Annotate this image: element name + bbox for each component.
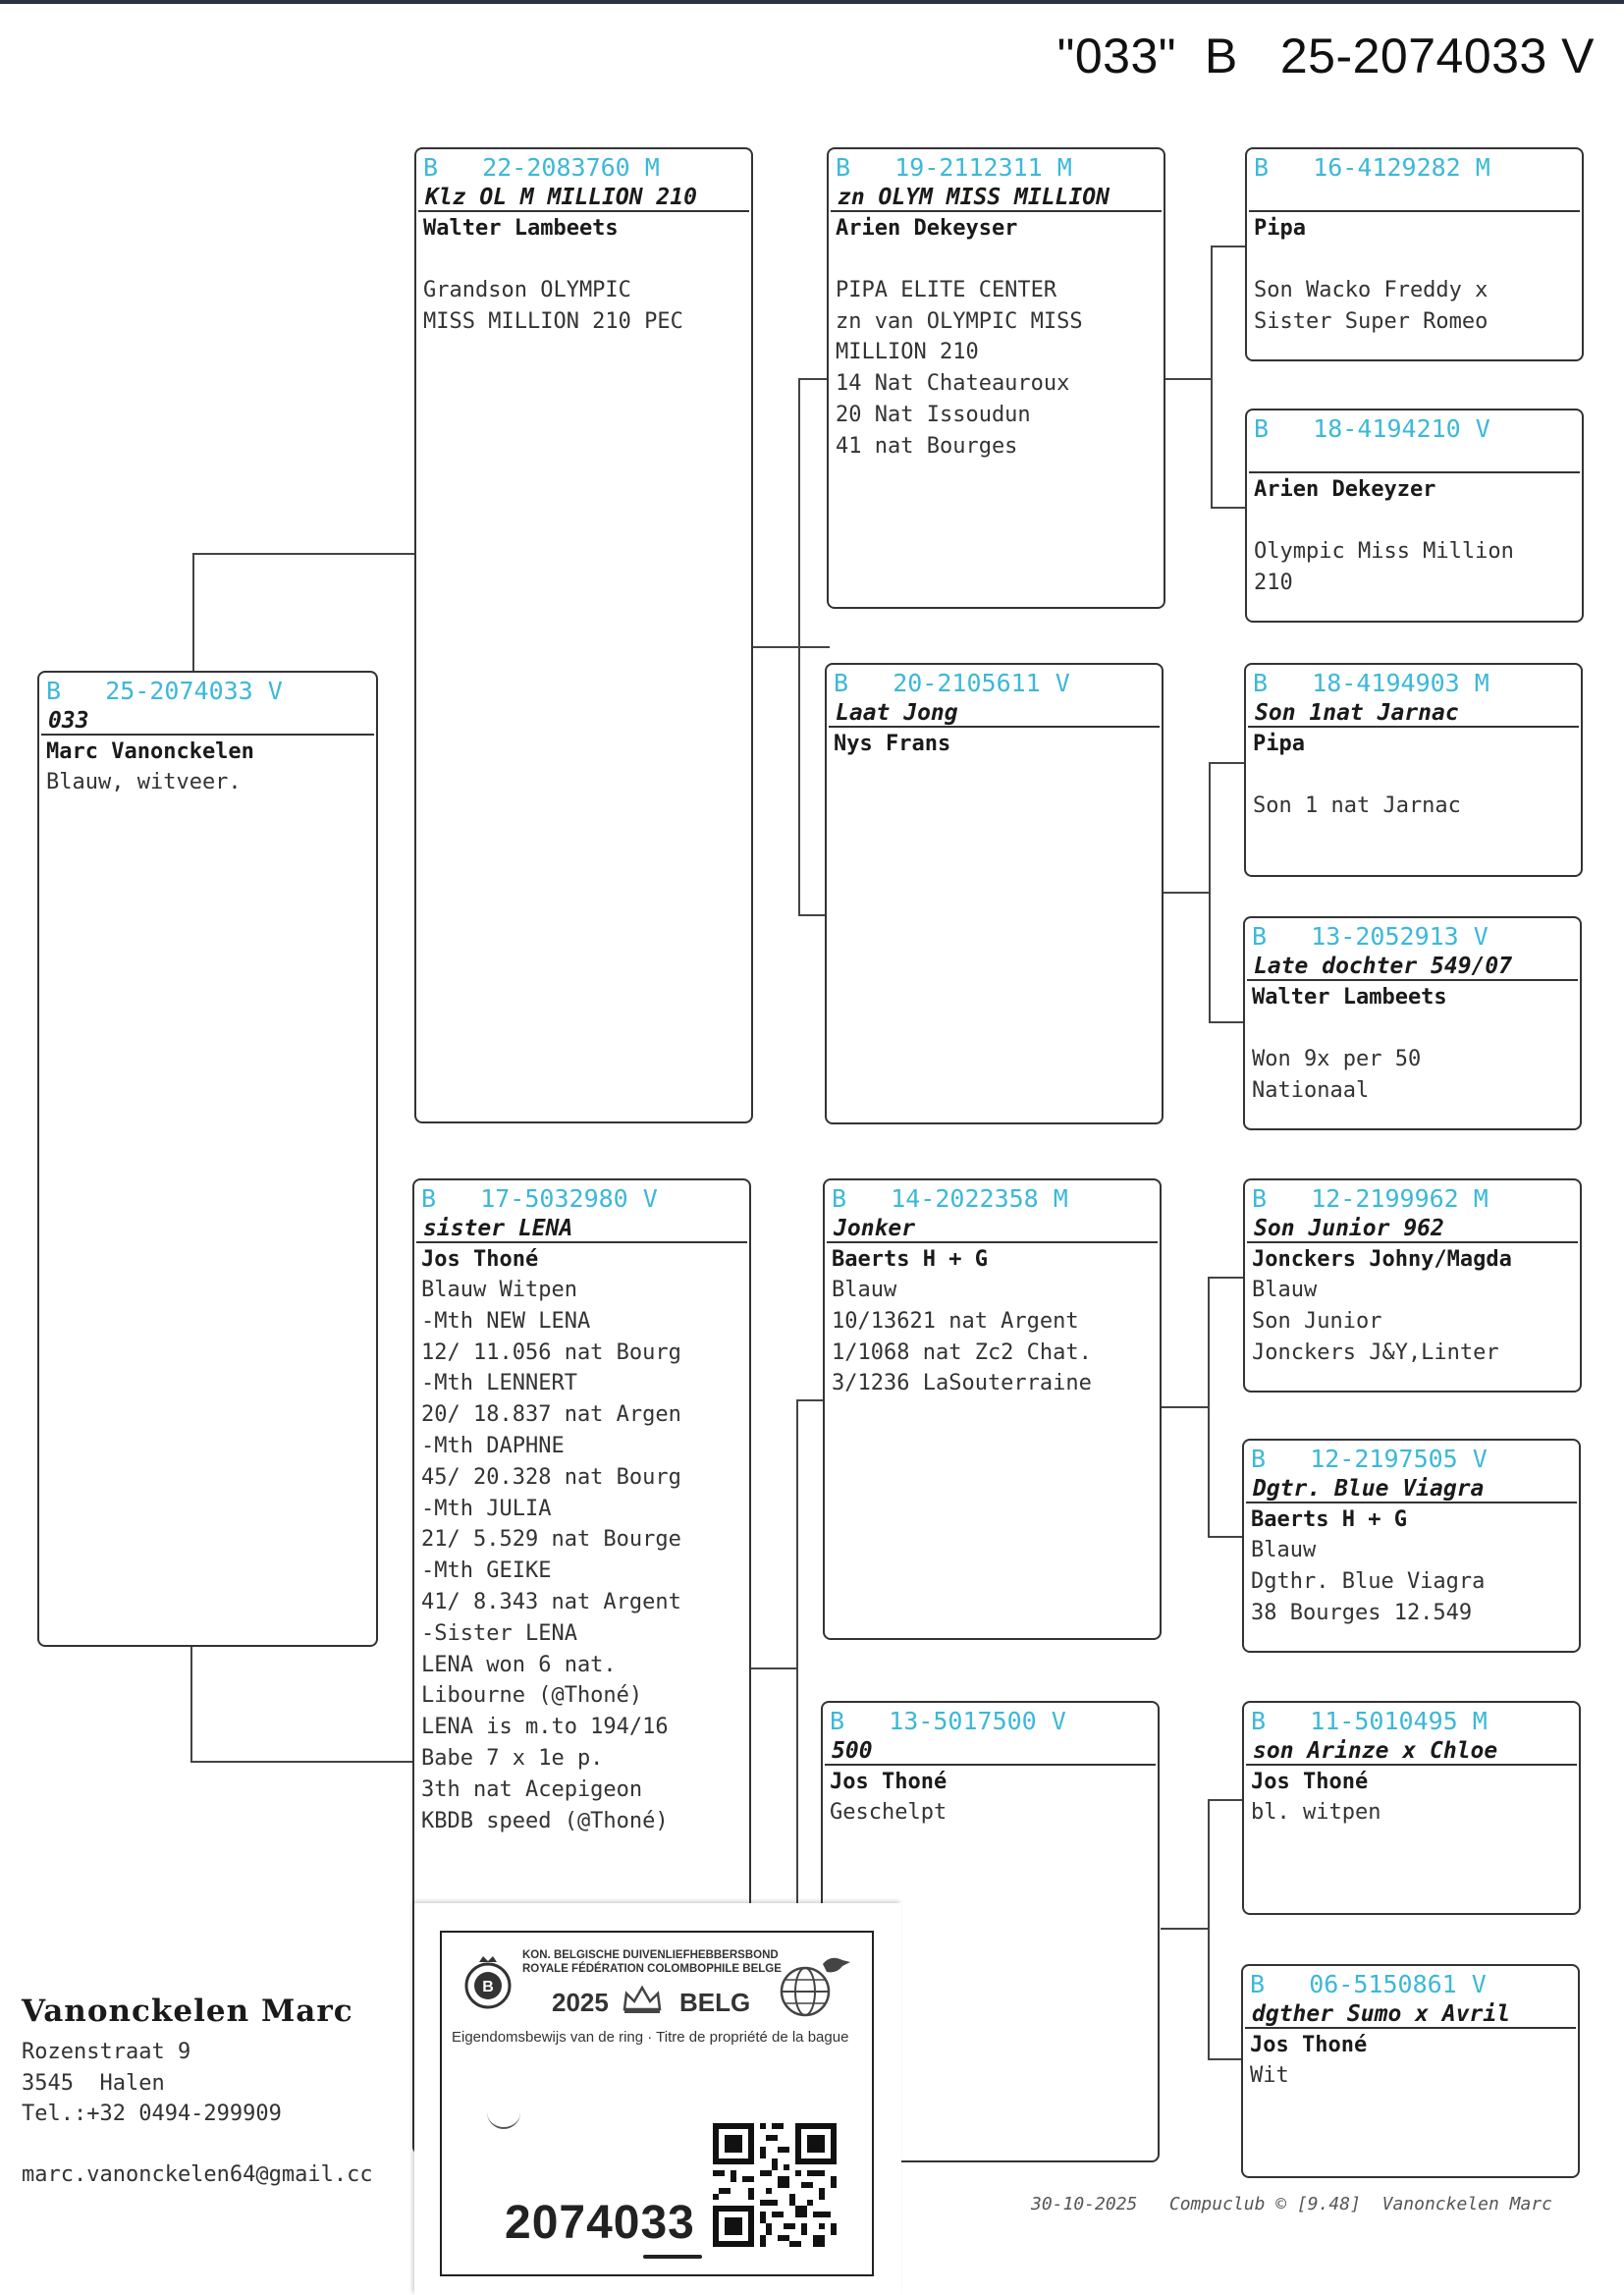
note-line: Blauw Witpen [421, 1278, 577, 1302]
pigeon-name: dgther Sumo x Avril [1245, 1999, 1576, 2029]
breeder-info [22, 1994, 373, 2190]
globe-pigeon-icon [766, 1950, 854, 2019]
note-line: Babe 7 x 1e p. [421, 1745, 604, 1771]
note-line [1253, 759, 1574, 791]
ring-number: B 22-2083760 M [423, 153, 660, 182]
owner-name: Walter Lambeets [423, 216, 619, 241]
ring-number: B 06-5150861 V [1250, 1970, 1487, 1998]
pedigree-card-dam-sire [823, 1178, 1162, 1640]
note-line: Wit [1250, 2063, 1289, 2088]
note-line: 3/1236 LaSouterraine [832, 1371, 1092, 1396]
ring-number: B 25-2074033 V [46, 677, 283, 705]
pigeon-name: sister LENA [416, 1214, 747, 1243]
ring-number-underline [643, 2255, 702, 2259]
federation-name-fr: ROYALE FÉDÉRATION COLOMBOPHILE BELGE [522, 1963, 782, 1975]
note-line: -Mth LENNERT [421, 1371, 577, 1396]
pigeon-name [1249, 183, 1580, 212]
note-line: 12/ 11.056 nat Bourg [421, 1339, 681, 1365]
note-line: -Mth GEIKE [421, 1558, 552, 1584]
owner-name: Pipa [1254, 216, 1306, 241]
card-notes [1243, 2060, 1578, 2092]
pedigree-card-gg1 [1245, 147, 1584, 361]
owner-name: Baerts H + G [1251, 1507, 1407, 1532]
note-line: Blauw [1251, 1538, 1317, 1562]
owner-name: Jos Thoné [1250, 2033, 1368, 2057]
ring-number: B 18-4194210 V [1254, 414, 1490, 443]
breeder-city: 3545 Halen [22, 2070, 165, 2096]
note-line: Geschelpt [830, 1800, 947, 1825]
ring-number: B 12-2199962 M [1252, 1184, 1489, 1213]
pigeon-name: Laat Jong [829, 698, 1160, 728]
breeder-name: Vanonckelen Marc [22, 1994, 353, 2029]
card-notes [829, 244, 1164, 463]
note-line: MILLION 210 [836, 340, 979, 365]
pedigree-card-sire-sire [827, 147, 1165, 609]
note-line: Nationaal [1252, 1077, 1370, 1103]
crown-icon [621, 1984, 664, 2015]
note-line: Sister Super Romeo [1254, 308, 1489, 334]
certificate-year: 2025 [552, 1988, 609, 2017]
note-line: Jonckers J&Y,Linter [1252, 1339, 1499, 1365]
note-line: -Mth DAPHNE [421, 1433, 565, 1458]
ring-certificate [440, 1931, 874, 2276]
card-notes [825, 1275, 1160, 1399]
note-line: Won 9x per 50 [1252, 1046, 1422, 1071]
footer-print-info: 30-10-2025 Compuclub © [9.48] Vanonckelen Marc [1031, 2194, 1553, 2214]
top-border-line [0, 0, 1624, 4]
note-line: LENA won 6 nat. [421, 1652, 617, 1677]
note-line: 38 Bourges 12.549 [1251, 1600, 1473, 1625]
owner-name: Arien Dekeyzer [1254, 477, 1436, 502]
note-line [423, 244, 744, 275]
pigeon-name: zn OLYM MISS MILLION [831, 183, 1162, 212]
note-line: LENA is m.to 194/16 [421, 1715, 669, 1740]
svg-text:B: B [482, 1979, 494, 1995]
pedigree-card-gg8 [1241, 1964, 1580, 2178]
pedigree-card-gg4 [1243, 916, 1582, 1130]
ring-number: B 13-2052913 V [1252, 922, 1489, 951]
note-line: 20/ 18.837 nat Argen [421, 1402, 681, 1428]
owner-name: Arien Dekeyser [836, 216, 1018, 241]
note-line: Grandson OLYMPIC [423, 277, 631, 302]
card-notes [1247, 244, 1582, 337]
pigeon-name [1249, 444, 1580, 473]
ring-number: B 12-2197505 V [1251, 1445, 1488, 1473]
ring-number: B 18-4194903 M [1253, 669, 1489, 697]
federation-name-nl: KON. BELGISCHE DUIVENLIEFHEBBERSBOND [522, 1949, 779, 1961]
page-title: "033" B 25-2074033 V [1056, 28, 1595, 83]
card-notes [1244, 1797, 1579, 1829]
owner-name: Walter Lambeets [1252, 985, 1447, 1010]
pedigree-card-gg6 [1242, 1439, 1581, 1653]
card-notes [1247, 505, 1582, 598]
note-line [836, 244, 1157, 275]
card-notes [416, 244, 751, 337]
note-line: 21/ 5.529 nat Bourge [421, 1527, 681, 1553]
pedigree-card-sire [414, 147, 753, 1123]
pigeon-name: son Arinze x Chloe [1246, 1736, 1577, 1766]
punch-hole-mark [487, 2107, 520, 2129]
pigeon-name: 500 [825, 1736, 1156, 1766]
pigeon-name: Jonker [827, 1214, 1158, 1243]
note-line: 10/13621 nat Argent [832, 1308, 1079, 1334]
owner-name: Jos Thoné [421, 1247, 539, 1272]
card-notes [1244, 1535, 1579, 1628]
pedigree-card-subject [37, 671, 378, 1647]
note-line: Olympic Miss Million [1254, 538, 1514, 564]
ring-number: B 13-5017500 V [830, 1707, 1066, 1735]
owner-name: Marc Vanonckelen [46, 739, 254, 764]
card-notes [1245, 1275, 1580, 1368]
breeder-email: marc.vanonckelen64@gmail.cc [22, 2161, 373, 2187]
pedigree-card-gg5 [1243, 1178, 1582, 1393]
pigeon-name: Late dochter 549/07 [1247, 952, 1578, 981]
note-line: Blauw [1252, 1278, 1318, 1302]
certificate-ring-number: 2074033 [505, 2197, 695, 2249]
note-line: KBDB speed (@Thoné) [421, 1808, 669, 1833]
owner-name: Pipa [1253, 732, 1305, 756]
note-line: 45/ 20.328 nat Bourg [421, 1464, 681, 1490]
owner-name: Jos Thoné [830, 1770, 947, 1794]
owner-name: Nys Frans [834, 732, 951, 756]
note-line: Libourne (@Thoné) [421, 1683, 643, 1709]
card-notes [823, 1797, 1158, 1829]
breeder-phone: Tel.:+32 0494-299909 [22, 2102, 282, 2126]
note-line: Son 1 nat Jarnac [1253, 792, 1461, 818]
pedigree-card-sire-dam [825, 663, 1164, 1124]
card-notes [414, 1275, 749, 1836]
note-line: Son Junior [1252, 1308, 1382, 1334]
pigeon-name: Son Junior 962 [1247, 1214, 1578, 1243]
note-line: MISS MILLION 210 PEC [423, 308, 683, 334]
ring-number: B 20-2105611 V [834, 669, 1070, 697]
note-line [1254, 505, 1575, 536]
note-line: 20 Nat Issoudun [836, 402, 1031, 427]
note-line: -Mth NEW LENA [421, 1308, 591, 1334]
breeder-street: Rozenstraat 9 [22, 2040, 191, 2064]
ring-number: B 16-4129282 M [1254, 153, 1490, 182]
owner-name: Baerts H + G [832, 1247, 988, 1272]
note-line: Blauw [832, 1278, 897, 1302]
ring-number: B 14-2022358 M [832, 1184, 1068, 1213]
qr-code-icon [713, 2123, 837, 2247]
note-line: 41 nat Bourges [836, 433, 1018, 459]
pigeon-name: 033 [41, 706, 374, 736]
ring-number: B 11-5010495 M [1251, 1707, 1488, 1735]
note-line: -Sister LENA [421, 1620, 577, 1646]
note-line: Blauw, witveer. [46, 770, 242, 794]
note-line: bl. witpen [1251, 1800, 1381, 1825]
certificate-caption: Eigendomsbewijs van de ring · Titre de propriété de la bague [452, 2029, 849, 2046]
note-line: Dgthr. Blue Viagra [1251, 1568, 1486, 1594]
pedigree-card-gg7 [1242, 1701, 1581, 1915]
federation-logo-icon [460, 1954, 516, 2011]
note-line: -Mth JULIA [421, 1496, 552, 1521]
note-line: PIPA ELITE CENTER [836, 277, 1057, 302]
note-line: Son Wacko Freddy x [1254, 277, 1489, 302]
note-line: 14 Nat Chateauroux [836, 371, 1070, 397]
card-notes [1246, 759, 1581, 822]
note-line: 3th nat Acepigeon [421, 1776, 643, 1802]
note-line: zn van OLYMPIC MISS [836, 308, 1083, 334]
owner-name: Jos Thoné [1251, 1770, 1369, 1794]
federation-name [522, 1948, 782, 1976]
card-notes [39, 767, 376, 798]
ring-number: B 19-2112311 M [836, 153, 1072, 182]
note-line [1252, 1012, 1573, 1044]
note-line: 210 [1254, 570, 1293, 595]
certificate-country: BELG [679, 1988, 751, 2017]
pigeon-name: Klz OL M MILLION 210 [418, 183, 749, 212]
ring-number: B 17-5032980 V [421, 1184, 658, 1213]
pigeon-name: Dgtr. Blue Viagra [1246, 1474, 1577, 1503]
note-line: 41/ 8.343 nat Argent [421, 1589, 681, 1614]
pigeon-name: Son 1nat Jarnac [1248, 698, 1579, 728]
owner-name: Jonckers Johny/Magda [1252, 1247, 1512, 1272]
note-line [1254, 244, 1575, 275]
note-line: 1/1068 nat Zc2 Chat. [832, 1339, 1092, 1365]
pedigree-card-gg2 [1245, 409, 1584, 623]
pedigree-card-gg3 [1244, 663, 1583, 877]
card-notes [1245, 1012, 1580, 1106]
